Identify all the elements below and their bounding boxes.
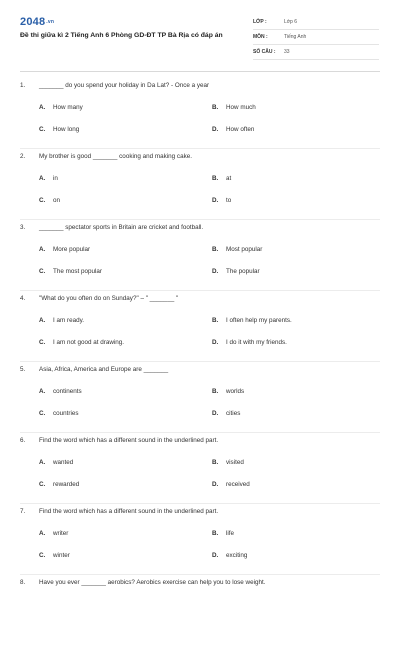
answer-option[interactable] [212,339,287,346]
meta-row-count: SỐ CÂU : 33 [253,45,379,60]
question-number: 2. [20,153,26,160]
option-text: to [226,197,232,204]
option-text: received [226,481,250,488]
option-letter: B. [212,388,219,395]
option-text: rewarded [53,481,80,488]
option-text: The popular [226,268,260,275]
answer-option[interactable] [212,175,231,182]
answer-option[interactable] [39,552,70,559]
site-logo[interactable]: 2048.vn [20,16,55,28]
answer-option[interactable] [39,459,73,466]
option-letter: C. [39,339,46,346]
answer-option[interactable] [212,530,234,537]
option-letter: B. [212,246,219,253]
option-text: I am ready. [53,317,85,324]
option-letter: D. [212,126,219,133]
option-text: How long [53,126,80,133]
question-text: Find the word which has a different sound in the underlined part. [39,508,219,515]
answer-option[interactable] [39,246,90,253]
option-letter: A. [39,104,46,111]
option-letter: A. [39,530,46,537]
option-letter: B. [212,530,219,537]
option-text: Most popular [226,246,263,253]
answer-option[interactable] [212,552,247,559]
question-number: 1. [20,82,26,89]
option-text: exciting [226,552,248,559]
question-text: "What do you often do on Sunday?" – " _______ " [39,295,179,302]
option-text: life [226,530,235,537]
option-letter: A. [39,459,46,466]
option-text: winter [53,552,70,559]
option-letter: B. [212,104,219,111]
question-stem [20,224,203,231]
answer-option[interactable] [212,197,231,204]
question-4 [20,291,380,362]
option-letter: B. [212,459,219,466]
option-letter: B. [212,317,219,324]
option-text: I do it with my friends. [226,339,287,346]
header-divider [20,71,380,72]
meta-row-class: LỚP : Lớp 6 [253,15,379,30]
answer-option[interactable] [212,104,256,111]
question-number: 7. [20,508,26,515]
option-letter: A. [39,246,46,253]
question-stem [20,366,168,373]
question-number: 5. [20,366,26,373]
option-text: on [53,197,61,204]
option-text: I often help my parents. [226,317,292,324]
answer-option[interactable] [212,268,260,275]
question-5 [20,362,380,433]
answer-option[interactable] [39,268,102,275]
answer-option[interactable] [39,197,60,204]
question-text: _______ spectator sports in Britain are cricket and football. [39,224,204,231]
option-letter: C. [39,481,46,488]
option-letter: C. [39,410,46,417]
option-letter: D. [212,197,219,204]
option-text: continents [53,388,82,395]
option-text: More popular [53,246,91,253]
option-text: worlds [226,388,245,395]
answer-option[interactable] [39,388,82,395]
option-text: writer [53,530,69,537]
option-text: visited [226,459,244,466]
option-text: The most popular [53,268,103,275]
answer-option[interactable] [39,175,58,182]
answer-option[interactable] [212,126,254,133]
option-letter: C. [39,197,46,204]
question-text: My brother is good _______ cooking and making cake. [39,153,192,160]
question-stem [20,579,265,586]
option-text: cities [226,410,241,417]
option-letter: C. [39,126,46,133]
question-stem [20,295,178,302]
option-letter: A. [39,175,46,182]
question-text: Asia, Africa, America and Europe are _______ [39,366,169,373]
meta-table [253,15,379,60]
answer-option[interactable] [212,388,244,395]
document-header [0,0,400,68]
option-text: How much [226,104,256,111]
question-number: 6. [20,437,26,444]
question-3 [20,220,380,291]
answer-option[interactable] [212,410,240,417]
question-stem [20,508,218,515]
option-letter: A. [39,317,46,324]
answer-option[interactable] [39,104,83,111]
option-text: How many [53,104,83,111]
question-text: Have you ever _______ aerobics? Aerobics exercise can help you to lose weight. [39,579,266,586]
question-number: 4. [20,295,26,302]
answer-option[interactable] [39,530,68,537]
answer-option[interactable] [39,481,79,488]
question-7 [20,504,380,575]
answer-option[interactable] [212,481,250,488]
option-text: How often [226,126,255,133]
option-text: wanted [53,459,74,466]
question-stem [20,153,192,160]
question-2 [20,149,380,220]
option-letter: C. [39,268,46,275]
option-letter: D. [212,481,219,488]
option-text: countries [53,410,79,417]
question-text: Find the word which has a different sound in the underlined part. [39,437,219,444]
answer-option[interactable] [39,410,79,417]
answer-option[interactable] [212,246,262,253]
option-letter: A. [39,388,46,395]
option-letter: B. [212,175,219,182]
option-letter: C. [39,552,46,559]
option-text: I am not good at drawing. [53,339,125,346]
option-text: in [53,175,58,182]
answer-option[interactable] [39,339,124,346]
question-1 [20,78,380,149]
question-list [20,78,380,646]
question-text: _______ do you spend your holiday in Da Lat? - Once a year [39,82,210,89]
question-number: 8. [20,579,26,586]
option-letter: D. [212,552,219,559]
question-8 [20,575,380,646]
option-letter: D. [212,268,219,275]
option-text: at [226,175,232,182]
answer-option[interactable] [212,317,292,324]
question-6 [20,433,380,504]
option-letter: D. [212,339,219,346]
answer-option[interactable] [212,459,244,466]
question-stem [20,437,218,444]
document-title: Đề thi giữa kì 2 Tiếng Anh 6 Phòng GD-ĐT TP Bà Rịa có đáp án [20,32,223,39]
option-letter: D. [212,410,219,417]
meta-row-subject: MÔN : Tiếng Anh [253,30,379,45]
answer-option[interactable] [39,317,84,324]
question-stem [20,82,209,89]
answer-option[interactable] [39,126,79,133]
question-number: 3. [20,224,26,231]
